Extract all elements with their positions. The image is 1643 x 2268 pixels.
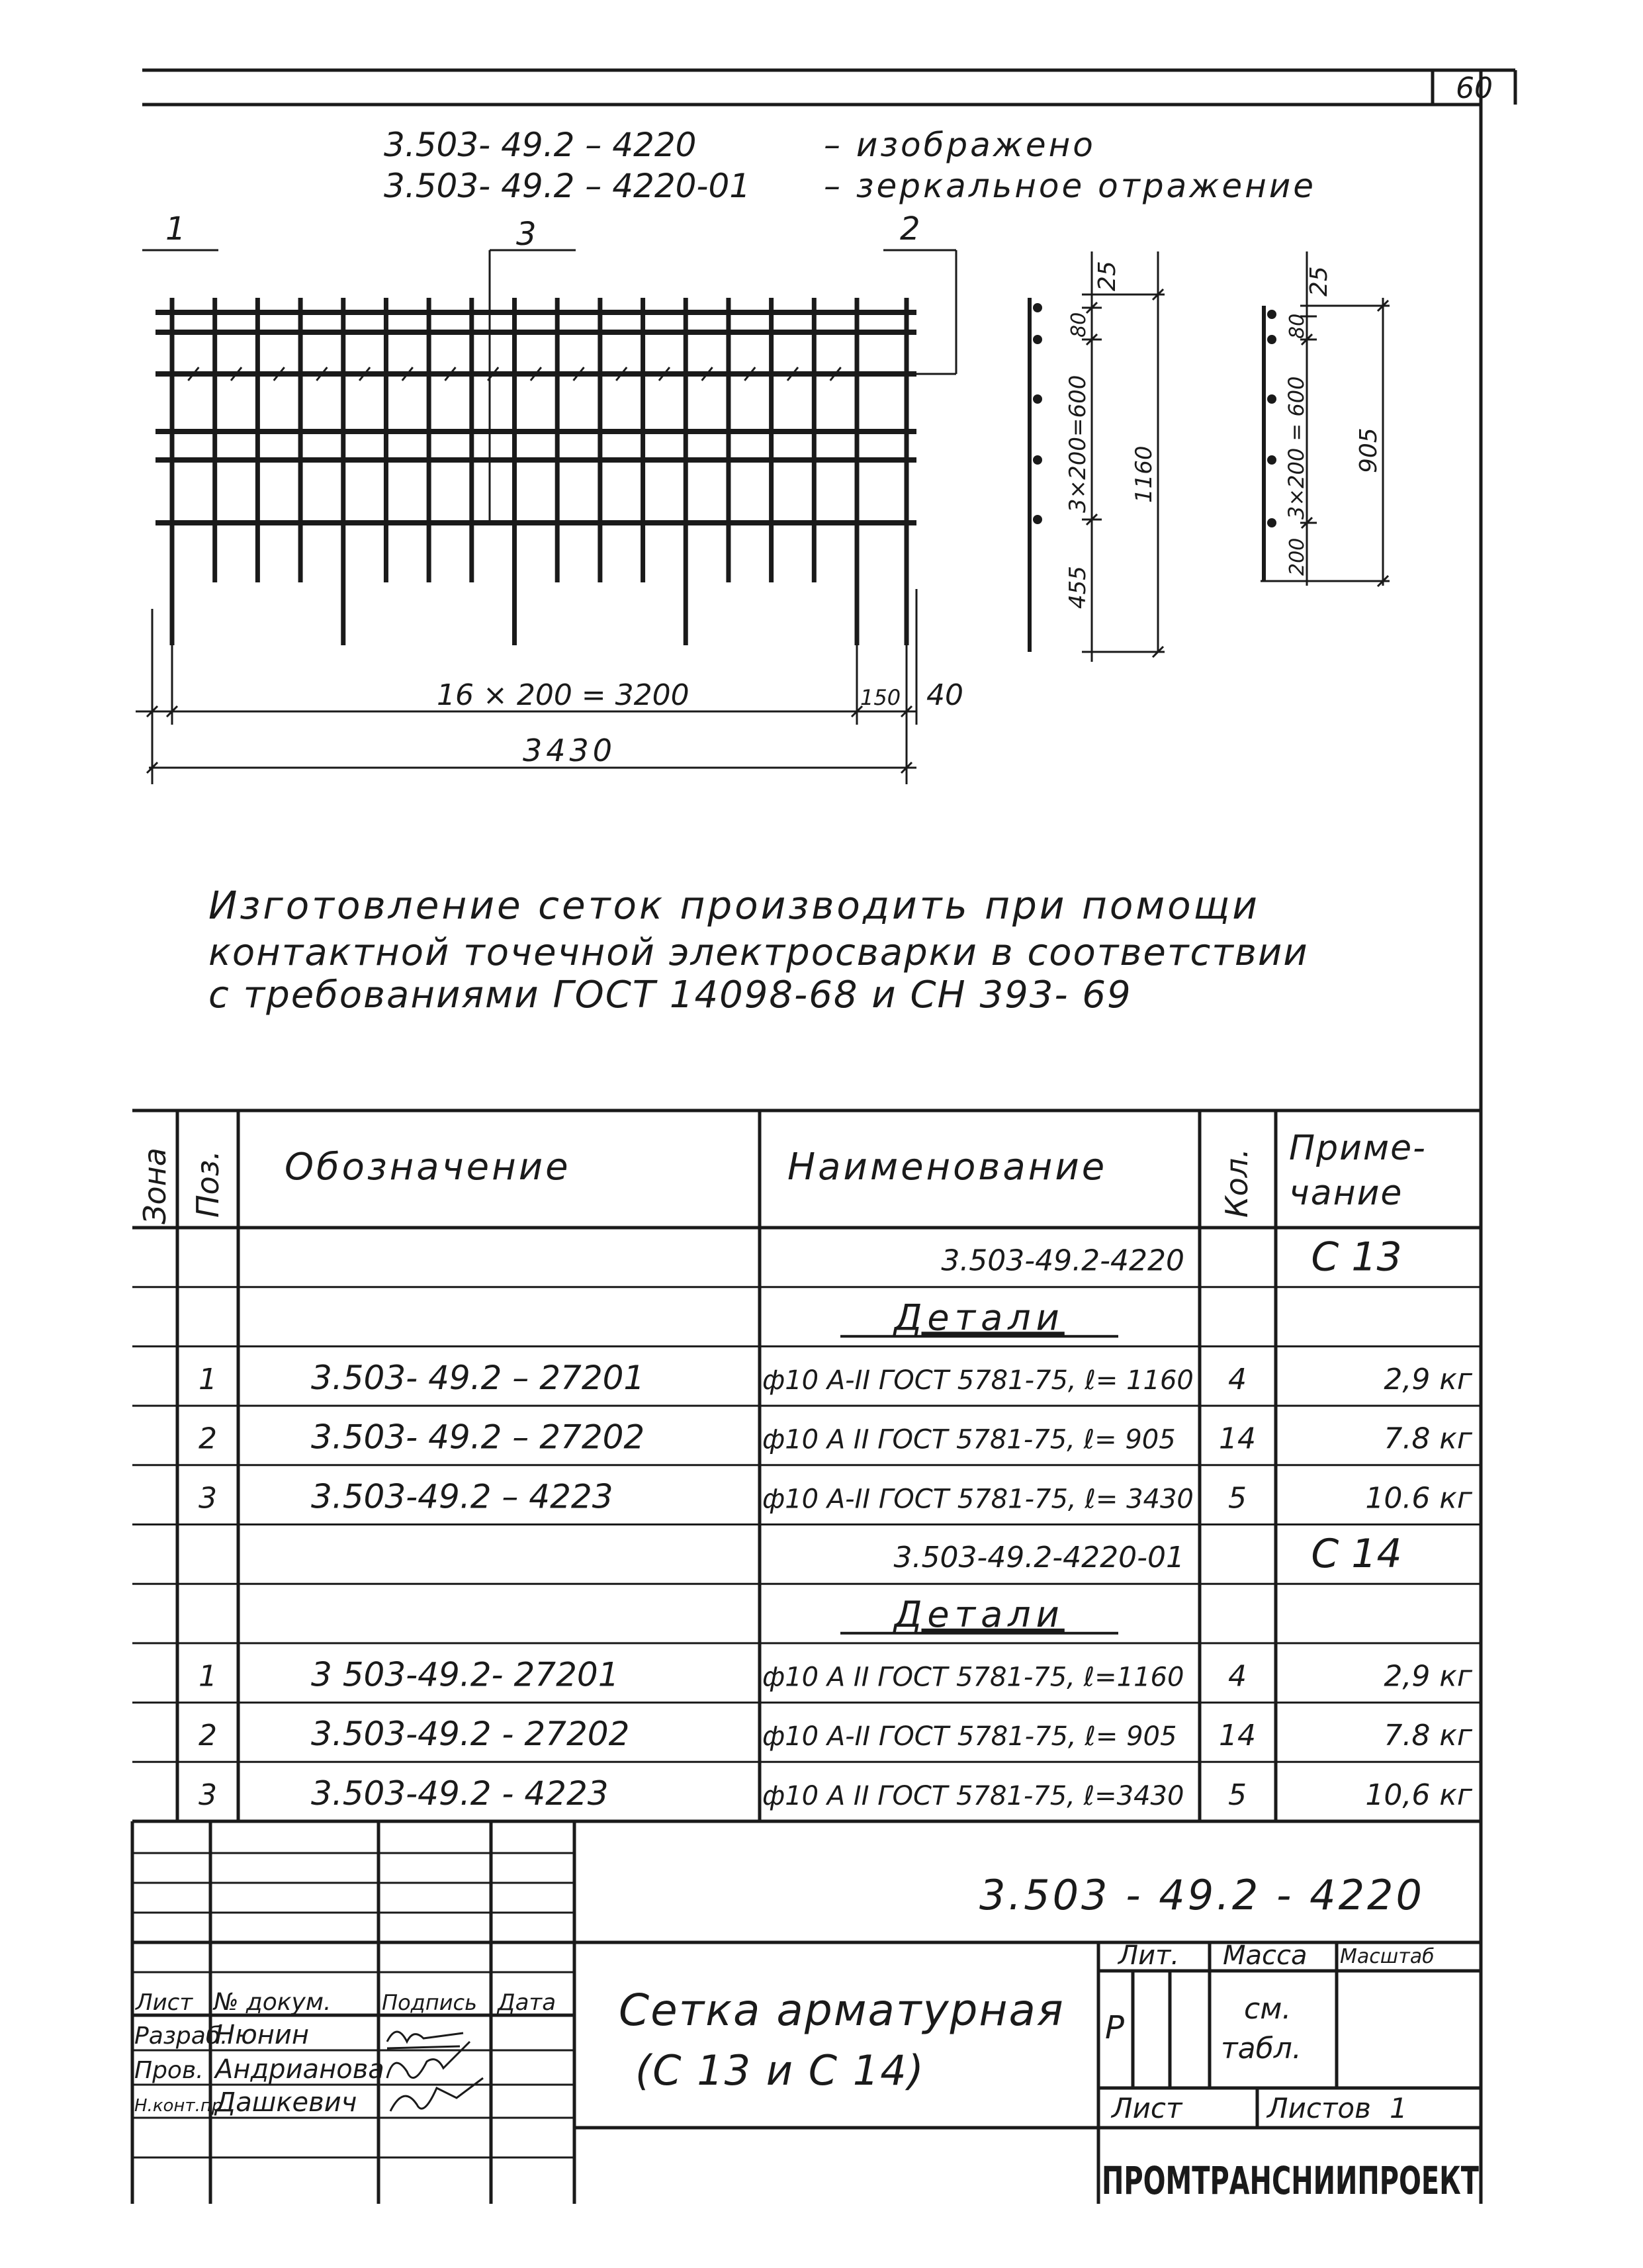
sec1-dim-455: 455	[1065, 566, 1091, 609]
cell-name: 3.503-49.2-4220-01	[893, 1541, 1184, 1575]
mesh-vertical-bars	[172, 298, 907, 645]
signature-marks	[387, 2032, 483, 2111]
cell-pos: 3	[199, 1481, 217, 1516]
cell-designation: 3.503-49.2 - 4223	[311, 1774, 609, 1813]
section-1160	[1030, 251, 1165, 662]
tb-role-1: Разраб.	[134, 2022, 228, 2050]
tb-mass-value2: табл.	[1221, 2032, 1302, 2065]
th-qty: Кол.	[1219, 1148, 1255, 1218]
dim-total: 3430	[523, 733, 617, 768]
sec2-dim-600: 3×200 = 600	[1284, 376, 1309, 520]
header-line1-code: 3.503- 49.2 – 4220	[384, 126, 697, 164]
tb-scale-label: Масштаб	[1340, 1945, 1435, 1968]
dim-spacing: 16 × 200 = 3200	[437, 678, 689, 712]
header-line1-text: – изображено	[824, 126, 1096, 164]
spec-table-rows	[199, 1234, 1473, 1813]
th-name: Наименование	[787, 1146, 1108, 1189]
cell-name: Детали	[894, 1296, 1065, 1339]
sec1-dim-1160: 1160	[1131, 445, 1157, 503]
position-1-label: 1	[165, 210, 186, 248]
cell-designation: 3.503-49.2 - 27202	[311, 1715, 630, 1754]
cell-pos: 3	[199, 1778, 217, 1812]
sec2-dim-905: 905	[1355, 428, 1382, 473]
mesh-plan	[136, 210, 963, 784]
cell-designation: 3.503- 49.2 – 27202	[311, 1418, 645, 1457]
position-2-label: 2	[900, 210, 920, 248]
cell-pos: 2	[199, 1719, 217, 1753]
dim-40: 40	[926, 678, 963, 712]
cell-pos: 1	[199, 1362, 217, 1396]
sec2-dim-80: 80	[1286, 313, 1309, 339]
tb-lit-value: Р	[1105, 2009, 1124, 2046]
th-note-line1: Приме-	[1289, 1128, 1427, 1168]
tb-mass-label: Масса	[1223, 1940, 1308, 1971]
header-line2-code: 3.503- 49.2 – 4220-01	[384, 167, 751, 205]
sec2-dim-200: 200	[1286, 537, 1309, 576]
cell-note: 2,9 кг	[1384, 1362, 1472, 1396]
cell-note: 7.8 кг	[1384, 1719, 1472, 1753]
tb-col-sign: Подпись	[382, 1990, 477, 2015]
table-row	[840, 1594, 1118, 1635]
page-number: 60	[1456, 71, 1493, 105]
th-note-line2: чание	[1289, 1173, 1403, 1213]
sec1-dim-25: 25	[1094, 261, 1121, 291]
cell-note: 2,9 кг	[1384, 1659, 1472, 1694]
position-3-label: 3	[516, 216, 537, 253]
header-line2-text: – зеркальное отражение	[824, 167, 1317, 205]
tb-col-date: Дата	[498, 1989, 556, 2016]
cell-qty: 4	[1228, 1362, 1247, 1396]
table-row	[840, 1296, 1118, 1338]
section-905	[1261, 251, 1390, 586]
cell-qty: 5	[1228, 1481, 1247, 1516]
tb-col-list: Лист	[136, 1989, 193, 2016]
cell-name: ф10 А-II ГОСТ 5781-75, ℓ= 1160	[762, 1365, 1194, 1396]
cell-note: 10.6 кг	[1365, 1481, 1472, 1516]
title-line2: (С 13 и С 14)	[635, 2046, 925, 2095]
cell-note: С 14	[1311, 1531, 1402, 1578]
note-line-2: контактной точечной электросварки в соответствии	[208, 931, 1309, 974]
cell-name: ф10 А-II ГОСТ 5781-75, ℓ= 905	[762, 1721, 1177, 1752]
mesh-horizontal-bars	[155, 312, 916, 523]
table-row	[199, 1655, 1473, 1694]
tb-sheets-label: Листов	[1267, 2092, 1371, 2124]
table-row	[199, 1774, 1473, 1813]
cell-pos: 2	[199, 1422, 217, 1456]
cell-qty: 14	[1219, 1719, 1256, 1753]
tb-mass-value1: см.	[1244, 1992, 1292, 2026]
tb-lit-label: Лит.	[1118, 1940, 1180, 1971]
tb-name-2: Андрианова	[215, 2054, 384, 2085]
cell-qty: 5	[1228, 1778, 1247, 1812]
cell-qty: 14	[1219, 1422, 1256, 1456]
cell-designation: 3.503-49.2 – 4223	[311, 1477, 613, 1516]
note-line-1: Изготовление сеток производить при помощи	[208, 883, 1260, 928]
sec1-dim-80: 80	[1067, 312, 1090, 338]
cell-designation: 3.503- 49.2 – 27201	[311, 1358, 645, 1397]
tb-sheets-value: 1	[1390, 2092, 1407, 2124]
position-leaders	[142, 250, 956, 523]
tb-role-3: Н.конт.пр.	[134, 2096, 228, 2116]
cell-name: Детали	[894, 1593, 1065, 1635]
organization-name: ПРОМТРАНСНИИПРОЕКТ	[1102, 2158, 1480, 2203]
table-row	[199, 1715, 1473, 1753]
table-row	[941, 1234, 1401, 1281]
table-row	[199, 1359, 1473, 1397]
cell-note: 7.8 кг	[1384, 1422, 1472, 1456]
table-row	[893, 1531, 1401, 1577]
tb-name-3: Дашкевич	[215, 2087, 357, 2118]
cell-qty: 4	[1228, 1659, 1247, 1694]
cell-name: ф10 А-II ГОСТ 5781-75, ℓ= 3430	[762, 1484, 1194, 1515]
cell-note: С 13	[1311, 1234, 1402, 1281]
th-zone: Зона	[137, 1148, 173, 1224]
table-row	[199, 1418, 1473, 1457]
tb-sheet-label: Лист	[1112, 2092, 1182, 2124]
dim-150: 150	[860, 685, 901, 710]
tb-col-docnum: № докум.	[214, 1989, 332, 2016]
cell-pos: 1	[199, 1659, 217, 1694]
cell-note: 10,6 кг	[1365, 1778, 1472, 1812]
cell-name: ф10 А II ГОСТ 5781-75, ℓ=3430	[762, 1780, 1184, 1811]
doc-code: 3.503 - 49.2 - 4220	[979, 1871, 1425, 1919]
cell-name: ф10 А II ГОСТ 5781-75, ℓ=1160	[762, 1662, 1184, 1693]
th-designation: Обозначение	[285, 1146, 571, 1189]
cell-name: 3.503-49.2-4220	[941, 1244, 1184, 1278]
tb-role-2: Пров.	[134, 2057, 204, 2084]
sec1-dim-600: 3×200=600	[1065, 375, 1091, 513]
th-pos: Поз.	[190, 1150, 226, 1218]
note-line-3: с требованиями ГОСТ 14098-68 и СН 393- 69	[208, 974, 1132, 1017]
title-line1: Сетка арматурная	[619, 1985, 1065, 2036]
table-row	[199, 1477, 1473, 1516]
sec2-dim-25: 25	[1306, 266, 1333, 296]
cell-designation: 3 503-49.2- 27201	[311, 1655, 619, 1694]
tb-name-1: Нюнин	[215, 2020, 310, 2050]
cell-name: ф10 А II ГОСТ 5781-75, ℓ= 905	[762, 1424, 1176, 1455]
